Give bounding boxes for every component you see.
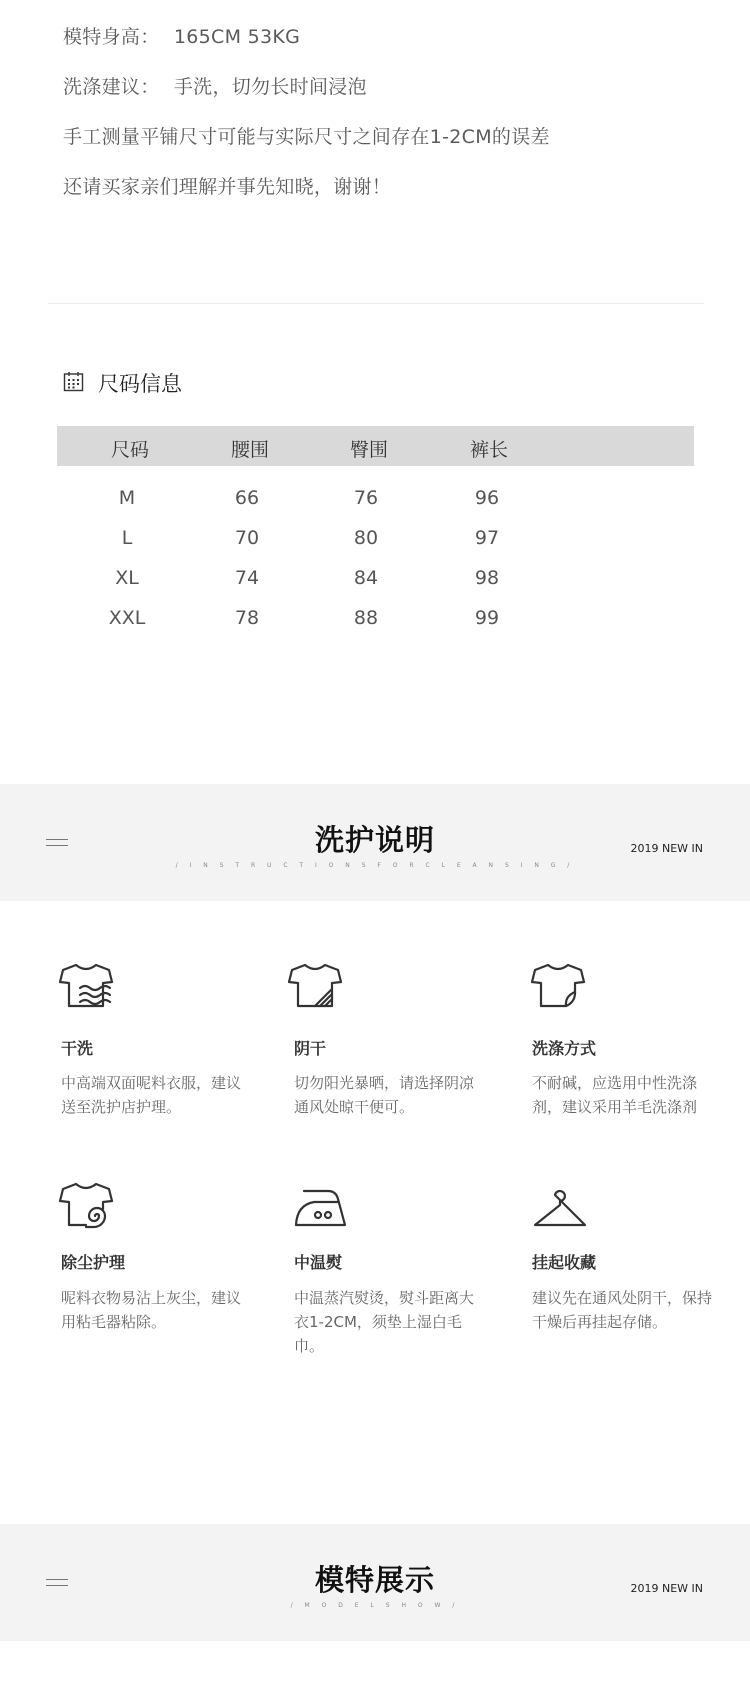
care-banner-tag: 2019 NEW IN	[630, 842, 703, 855]
wash-advice-line	[63, 72, 367, 99]
size-info-heading	[63, 368, 182, 398]
care-title-shade-dry: 阴干	[294, 1039, 327, 1058]
hanger-icon	[532, 1185, 588, 1235]
care-desc-medium-iron: 中温蒸汽熨烫，熨斗距离大衣1-2CM，须垫上湿白毛巾。	[294, 1289, 475, 1355]
calendar-icon	[63, 371, 84, 396]
care-title-wash-method: 洗涤方式	[532, 1039, 597, 1058]
care-banner-subtitle: / I N S T R U C T I O N S F O R C L E A N S I N G /	[175, 862, 575, 869]
measurement-note: 手工测量平铺尺寸可能与实际尺寸之间存在1-2CM的误差	[63, 126, 550, 148]
table-cell: 78	[234, 607, 260, 629]
model-height-line	[63, 22, 300, 49]
care-title-dust-care: 除尘护理	[61, 1253, 126, 1272]
wash-advice-value: 手洗，切勿长时间浸泡	[173, 76, 367, 98]
table-cell: 99	[474, 607, 500, 629]
understanding-note: 还请买家亲们理解并事先知晓，谢谢！	[63, 176, 392, 198]
tshirt-spiral-icon	[58, 1181, 114, 1231]
iron-icon	[294, 1185, 350, 1235]
table-cell: 96	[474, 487, 500, 509]
care-desc-dust-care: 呢料衣物易沾上灰尘，建议用粘毛器粘除。	[61, 1289, 242, 1331]
care-title-medium-iron: 中温熨	[294, 1253, 343, 1272]
table-cell: XXL	[108, 607, 146, 629]
care-title-hang-storage: 挂起收藏	[532, 1253, 597, 1272]
table-cell: L	[121, 527, 133, 549]
care-banner-title: 洗护说明	[314, 823, 435, 857]
tshirt-shade-icon	[287, 962, 343, 1012]
size-header-waist: 腰围	[230, 439, 269, 461]
model-show-banner	[0, 1524, 750, 1641]
care-desc-hang-storage: 建议先在通风处阴干，保持干燥后再挂起存储。	[532, 1289, 713, 1331]
size-header-hip: 臀围	[349, 439, 388, 461]
size-header-size: 尺码	[110, 439, 149, 461]
model-banner-title: 模特展示	[314, 1563, 435, 1597]
size-info-title: 尺码信息	[98, 372, 182, 396]
size-header-length: 裤长	[469, 439, 508, 461]
tshirt-curl-icon	[530, 962, 586, 1012]
table-cell: 84	[353, 567, 379, 589]
tshirt-wave-icon	[58, 962, 114, 1012]
table-cell: 70	[234, 527, 260, 549]
table-cell: 97	[474, 527, 500, 549]
care-instructions-banner	[0, 784, 750, 901]
table-cell: 80	[353, 527, 379, 549]
model-banner-tag: 2019 NEW IN	[630, 1582, 703, 1595]
model-height-value: 165CM 53KG	[173, 26, 301, 48]
model-height-label: 模特身高：	[63, 26, 160, 48]
table-cell: 76	[353, 487, 379, 509]
care-desc-dry-clean: 中高端双面呢料衣服，建议送至洗护店护理。	[61, 1074, 242, 1116]
section-divider	[48, 303, 704, 304]
table-cell: 98	[474, 567, 500, 589]
table-cell: M	[118, 487, 136, 509]
care-title-dry-clean: 干洗	[61, 1039, 94, 1058]
model-banner-subtitle: / M O D E L S H O W /	[290, 1602, 460, 1609]
care-desc-shade-dry: 切勿阳光暴晒，请选择阴凉通风处晾干便可。	[294, 1074, 475, 1116]
table-cell: 74	[234, 567, 260, 589]
table-cell: XL	[115, 567, 139, 589]
table-cell: 66	[234, 487, 260, 509]
care-desc-wash-method: 不耐碱，应选用中性洗涤剂，建议采用羊毛洗涤剂	[532, 1074, 698, 1116]
table-cell: 88	[353, 607, 379, 629]
wash-advice-label: 洗涤建议：	[63, 76, 160, 98]
